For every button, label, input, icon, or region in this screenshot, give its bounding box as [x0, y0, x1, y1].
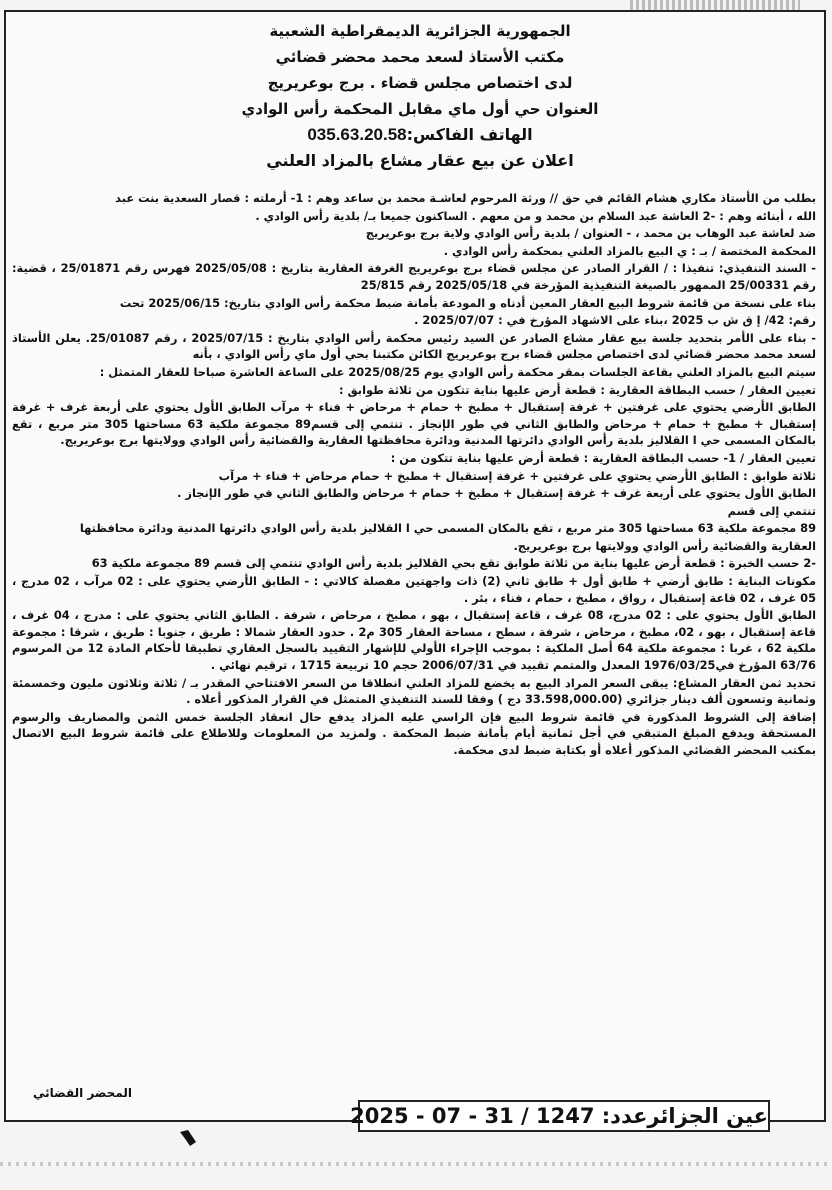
paragraph: تنتمي إلى قسم — [727, 503, 816, 518]
phone-line: الهاتف الفاكس:035.63.20.58 — [307, 125, 533, 144]
announcement-body — [12, 190, 816, 760]
republic-title: الجمهورية الجزائرية الديمقراطية الشعبية — [269, 22, 571, 40]
paragraph: رقم: 42/ إ ق ش ب 2025 ،بناء على الاشهاد المؤرخ في : 2025/07/07 . — [414, 313, 816, 328]
paragraph: - بناء على الأمر بتحديد جلسة بيع عقار مشاع الصادر عن السيد رئيس محكمة رأس الوادي بتاريخ : 2025/07/15 ، رقم 25/01087. يعلن الأستاذ لسعد محمد محضر قضائي لدى اختصاص مجلس قضاء برج بوعريريج الكائن مكتبنا بحي أول ماي رأس الوادي ، بأنه — [12, 330, 816, 362]
paragraph: بطلب من الأستاذ مكاري هشام القائم في حق // ورثة المرحوم لعاشـة محمد بن ساعد وهم : 1- أرملته : قصار السعدية بنت عبد — [115, 191, 816, 205]
ink-mark-icon — [178, 1128, 198, 1148]
paragraph: الطابق الأول يحتوي على : 02 مدرج، 08 غرف ، قاعة إستقبال ، بهو ، مطبخ ، مرحاض ، شرفة . الطابق الثاني يحتوي على : مدرج ، 04 غرف ، قاعة إستقبال ، بهو ، 02، مطبخ ، مرحاض ، شرفة ، سطح ، مساحة العقار 305 م2 . حدود العقار شمالا : طريق ، جنوبا : طريق ، شرقا : مجموعة ملكية 62 ، غربا : مجموعة ملكية 64 أصل الملكية : بموجب الإجراء الأولي للإشهار التقييد بالسجل العقاري تطبيقا لأحكام المادة 12 من المرسوم 63/76 المؤرخ في1976/03/25 المعدل والمتمم تقييد في 2006/07/31 حجم 10 تربيعة 1715 ، ترقيم نهائي . — [12, 608, 816, 673]
paragraph: العقارية والقضائية رأس الوادي وولايتها برج بوعريريج. — [513, 538, 816, 553]
address-line: العنوان حي أول ماي مقابل المحكمة رأس الوادي — [241, 100, 599, 118]
paragraph: الطابق الأول يحتوي على أربعة غرف + غرفة إستقبال + مطبخ + حمام + مرحاض والطابق الثاني في طور الإنجاز . — [177, 486, 816, 501]
paragraph: ثلاثة طوابق : الطابق الأرضي يحتوي على غرفتين + غرفة إستقبال + مطبخ + حمام مرحاض + فناء + مرآب — [218, 468, 816, 483]
paragraph: الله ، أبنائه وهم : -2 العاشة عبد السلام بن محمد و من معهم . الساكنون جميعا بـ/ بلدية رأس الوادي . — [255, 208, 816, 223]
paragraph: 89 مجموعة ملكية 63 مساحتها 305 متر مربع ، تقع بالمكان المسمى حي ا القلاليز بلدية رأس الوادي دائرتها المدنية ودائرة محافظتها — [79, 521, 816, 536]
bailiff-signature: المحضر القضائي — [32, 1086, 132, 1100]
newspaper-issue-box: عين الجزائرعدد: 1247 / 31 - 07 - 2025 — [358, 1100, 770, 1132]
paragraph: المحكمة المختصة / بـ : ي البيع بالمزاد العلني بمحكمة رأس الوادي . — [443, 243, 816, 258]
paragraph: -2 حسب الخبرة : قطعة أرض عليها بناية من ثلاثة طوابق تقع بحي القلاليز بلدية رأس الوادي تنتمي إلى قسم 89 مجموعة ملكية 63 — [91, 556, 816, 571]
paragraph: بناء على نسخة من قائمة شروط البيع العقار المعين أدناه و المودعة بأمانة ضبط محكمة رأس الوادي بتاريخ: 2025/06/15 تحت — [119, 295, 816, 310]
office-name: مكتب الأستاذ لسعد محمد محضر قضائي — [275, 48, 565, 66]
paragraph: تعيين العقار / 1- حسب البطاقة العقارية : قطعة أرض عليها بناية تتكون من : — [390, 450, 816, 465]
paragraph: - السند التنفيذي: تنفيذا : / القرار الصادر عن مجلس قضاء برج بوعريريج الغرفة العقارية بتاريخ : 2025/05/08 فهرس رقم 25/01871 ، قضية: رقم 25/00331 الممهور بالصيغة التنفيذية المؤرخة في 2025/05/18 رقم 25/815 — [12, 261, 816, 292]
paragraph: إضافة إلى الشروط المذكورة في قائمة شروط البيع فإن الراسي عليه المزاد يدفع حال انعقاد الجلسة خمس الثمن والمصاريف والرسوم المستحقة ويدفع المبلغ المتبقي في أجل ثمانية أيام بأمانة ضبط المحكمة . ولمزيد من المعلومات وللاطلاع على قائمة شروط البيع الاتصال بمكتب المحضر القضائي المذكور أعلاه أو بكتابة ضبط لدى محكمة. — [12, 709, 816, 757]
paragraph: تحديد ثمن العقار المشاع: يبقى السعر المراد البيع به يخضع للمزاد العلني انطلاقا من السعر الافتتاحي المقدر بـ / ثلاثة وثلاثون مليون وخمسمئة وثمانية وتسعون ألف دينار جزائري (33.598,000.00 دج ) وفقا للسند التنفيذي المتمثل في القرار المذكور أعلاه . — [12, 675, 816, 707]
jurisdiction-line: لدى اختصاص مجلس قضاء . برج بوعريريج — [267, 74, 573, 92]
bottom-edge-dashes — [0, 1162, 832, 1166]
paragraph: سيتم البيع بالمزاد العلني بقاعة الجلسات بمقر محكمة رأس الوادي يوم 2025/08/25 على الساعة العاشرة صباحا للعقار المتمثل : — [99, 364, 816, 379]
paragraph: ضد لعاشة عبد الوهاب بن محمد ، - العنوان / بلدية رأس الوادي ولاية برج بوعريريج — [365, 226, 816, 241]
phone-number: 035.63.20.58 — [307, 125, 407, 144]
paragraph: مكونات البناية : طابق أرضي + طابق أول + طابق ثاني (2) ذات واجهتين مفصلة كالاتي : - الطابق الأرضي يحتوي على : 02 مرآب ، 02 مدرج ، 05 غرف ، 02 قاعة إستقبال ، رواق ، مطبخ ، حمام ، فناء ، بئر . — [12, 574, 816, 605]
paragraph: الطابق الأرضي يحتوي على غرفتين + غرفة إستقبال + مطبخ + حمام + مرحاض + فناء + مرآب الطابق الأول يحتوي على أربعة غرف + غرفة إستقبال + مطبخ + حمام + مرحاض والطابق الثاني في طور الإنجاز . تنتمي إلى قسم89 مجموعة ملكية 63 مساحتها 305 متر مربع ، تقع بالمكان المسمى حي ا القلاليز بلدية رأس الوادي دائرتها المدنية ودائرة محافظتها العقارية والقضائية رأس الوادي وولايتها برج بوعريريج. — [12, 400, 816, 448]
announcement-title: اعلان عن بيع عقار مشاع بالمزاد العلني — [266, 151, 574, 170]
document-header — [120, 18, 720, 174]
paragraph: تعيين العقار / حسب البطاقة العقارية : قطعة أرض عليها بناية تتكون من ثلاثة طوابق : — [339, 382, 816, 397]
phone-label: الهاتف الفاكس — [413, 125, 533, 144]
